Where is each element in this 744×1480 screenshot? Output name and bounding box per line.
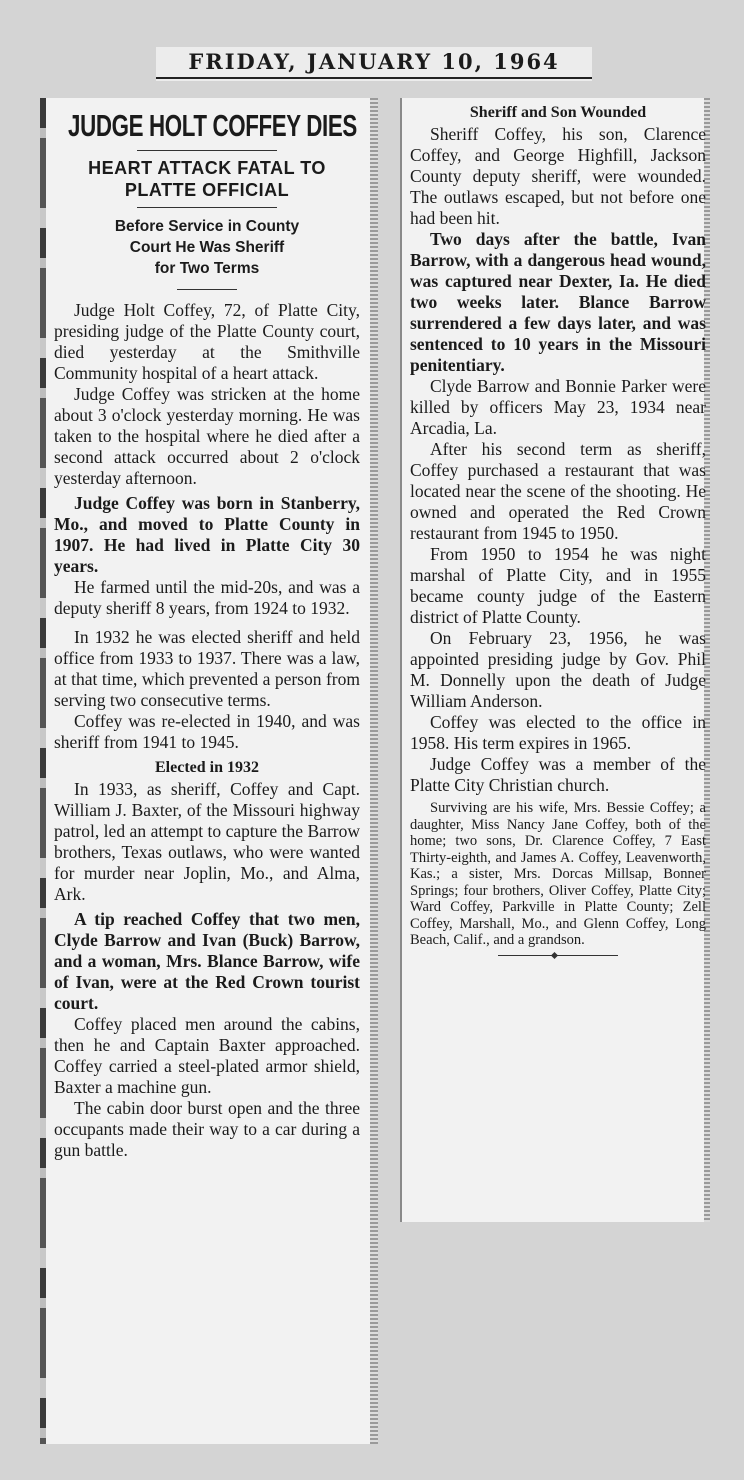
left-column [40, 98, 378, 1444]
subhead-rule [137, 207, 277, 208]
deck-rule [177, 289, 237, 290]
left-column-column-rule [370, 98, 378, 1444]
article-paragraph: Judge Holt Coffey, 72, of Platte City, presiding judge of the Platte County court, died yesterday at the Smithville Community hospital of a heart attack. [54, 300, 360, 383]
article-paragraph: Judge Coffey was stricken at the home about 3 o'clock yesterday morning. He was taken to the hospital where he died after a second attack occurred about 2 o'clock yesterday afternoon. [54, 384, 360, 488]
article-paragraph: On February 23, 1956, he was appointed presiding judge by Gov. Phil M. Donnelly upon the death of Judge William Anderson. [410, 628, 706, 711]
article-paragraph: Judge Coffey was a member of the Platte City Christian church. [410, 754, 706, 795]
article-paragraph: Coffey was re-elected in 1940, and was sheriff from 1941 to 1945. [54, 711, 360, 752]
headline-rule [137, 150, 277, 151]
end-rule [498, 955, 618, 956]
deck-line: Before Service in County [114, 218, 300, 235]
article-paragraph: Coffey placed men around the cabins, then he and Captain Baxter approached. Coffey carried a steel-plated armor shield, Baxter a machine gun. [54, 1014, 360, 1097]
article-paragraph: Judge Coffey was born in Stanberry, Mo., and moved to Platte County in 1907. He had lived in Platte City 30 years. [54, 493, 360, 576]
article-paragraph: Sheriff Coffey, his son, Clarence Coffey, and George Highfill, Jackson County deputy sheriff, were wounded. The outlaws escaped, but not before one had been hit. [410, 124, 706, 228]
dateline-text: FRIDAY, JANUARY 10, 1964 [188, 49, 560, 74]
dateline-rule [156, 77, 592, 79]
subhead-line: HEART ATTACK FATAL TO [88, 158, 326, 178]
headline: JUDGE HOLT COFFEY DIES [68, 108, 357, 143]
article-paragraph: In 1933, as sheriff, Coffey and Capt. William J. Baxter, of the Missouri highway patrol, led an attempt to capture the Barrow brothers, Texas outlaws, who were wanted for murder near Joplin, Mo., and Alma, Ark. [54, 779, 360, 904]
article-paragraph: He farmed until the mid-20s, and was a deputy sheriff 8 years, from 1924 to 1932. [54, 577, 360, 618]
right-column-edge [400, 98, 402, 1222]
article-paragraph: A tip reached Coffey that two men, Clyde Barrow and Ivan (Buck) Barrow, and a woman, Mrs. Blance Barrow, wife of Ivan, were at the Red Crown tourist court. [54, 909, 360, 1013]
deck-line: for Two Terms [154, 260, 260, 277]
section-head-elected: Elected in 1932 [155, 759, 259, 776]
article-paragraph: From 1950 to 1954 he was night marshal of Platte City, and in 1955 became county judge of the Eastern district of Platte County. [410, 544, 706, 627]
dateline [156, 47, 592, 81]
right-column [400, 98, 710, 1222]
deck [54, 216, 360, 279]
article-paragraph: After his second term as sheriff, Coffey purchased a restaurant that was located near the scene of the shooting. He owned and operated the Red Crown restaurant from 1945 to 1950. [410, 439, 706, 543]
deck-line: Court He Was Sheriff [129, 239, 285, 256]
article-paragraph: The cabin door burst open and the three occupants made their way to a car during a gun battle. [54, 1098, 360, 1160]
article-paragraph: Coffey was elected to the office in 1958. His term expires in 1965. [410, 712, 706, 753]
survivors-paragraph: Surviving are his wife, Mrs. Bessie Coffey; a daughter, Miss Nancy Jane Coffey, both of the home; two sons, Dr. Clarence Coffey, 7 East Thirty-eighth, and James A. Coffey, Leavenworth, Kas.; a sister, Mrs. Dorcas Millsap, Bonner Springs; four brothers, Oliver Coffey, Platte City; Ward Coffey, Parkville in Platte County; Zell Coffey, Marshall, Mo., and Glenn Coffey, Long Beach, Calif., and a grandson. [410, 800, 706, 948]
subhead-line: PLATTE OFFICIAL [124, 180, 290, 200]
section-head-wounded: Sheriff and Son Wounded [469, 104, 647, 121]
subhead [54, 157, 360, 201]
article-paragraph: Clyde Barrow and Bonnie Parker were killed by officers May 23, 1934 near Arcadia, La. [410, 376, 706, 438]
left-column-edge [40, 98, 46, 1444]
article-paragraph: Two days after the battle, Ivan Barrow, with a dangerous head wound, was captured near Dexter, Ia. He died two weeks later. Blance Barrow surrendered a few days later, and was sentenced to 10 years in the Missouri penitentiary. [410, 229, 706, 375]
article-paragraph: In 1932 he was elected sheriff and held office from 1933 to 1937. There was a law, at that time, which prevented a person from serving two consecutive terms. [54, 627, 360, 710]
